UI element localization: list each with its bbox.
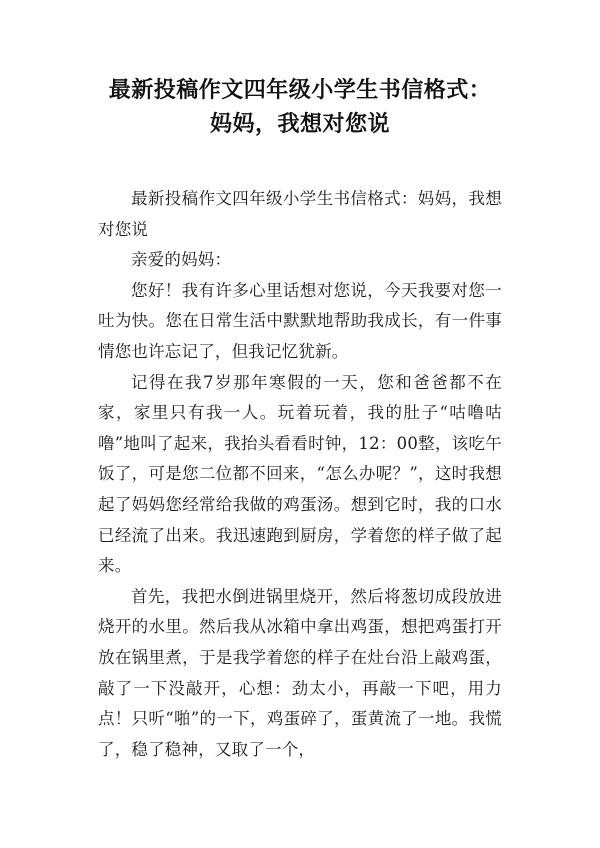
paragraph-cooking: 首先，我把水倒进锅里烧开，然后将葱切成段放进烧开的水里。然后我从冰箱中拿出鸡蛋，想把鸡蛋打开放在锅里煮，于是我学着您的样子在灶台沿上敲鸡蛋，敲了一下没敲开，心想：劲太小，再敲一下吧，用力点！只听“啪”的一下，鸡蛋碎了，蛋黄流了一地。我慌了，稳了稳神，又取了一个， — [98, 586, 502, 759]
document-body — [98, 184, 502, 765]
paragraph-greeting: 您好！我有许多心里话想对您说，今天我要对您一吐为快。您在日常生活中默默地帮助我成长，有一件事情您也许忘记了，但我记忆犹新。 — [98, 280, 502, 361]
paragraph-memory: 记得在我7岁那年寒假的一天，您和爸爸都不在家，家里只有我一人。玩着玩着，我的肚子“咕噜咕噜”地叫了起来，我抬头看看时钟，12：00整，该吃午饭了，可是您二位都不回来，“怎么办呢？”，这时我想起了妈妈您经常给我做的鸡蛋汤。想到它时，我的口水已经流了出来。我迅速跑到厨房，学着您的样子做了起来。 — [98, 372, 502, 576]
paragraph-intro: 最新投稿作文四年级小学生书信格式：妈妈，我想对您说 — [98, 189, 502, 239]
paragraph-salutation: 亲爱的妈妈： — [131, 250, 232, 270]
document-title — [98, 74, 502, 142]
title-line-1: 最新投稿作文四年级小学生书信格式： — [108, 78, 492, 103]
title-line-2: 妈妈，我想对您说 — [209, 112, 390, 137]
